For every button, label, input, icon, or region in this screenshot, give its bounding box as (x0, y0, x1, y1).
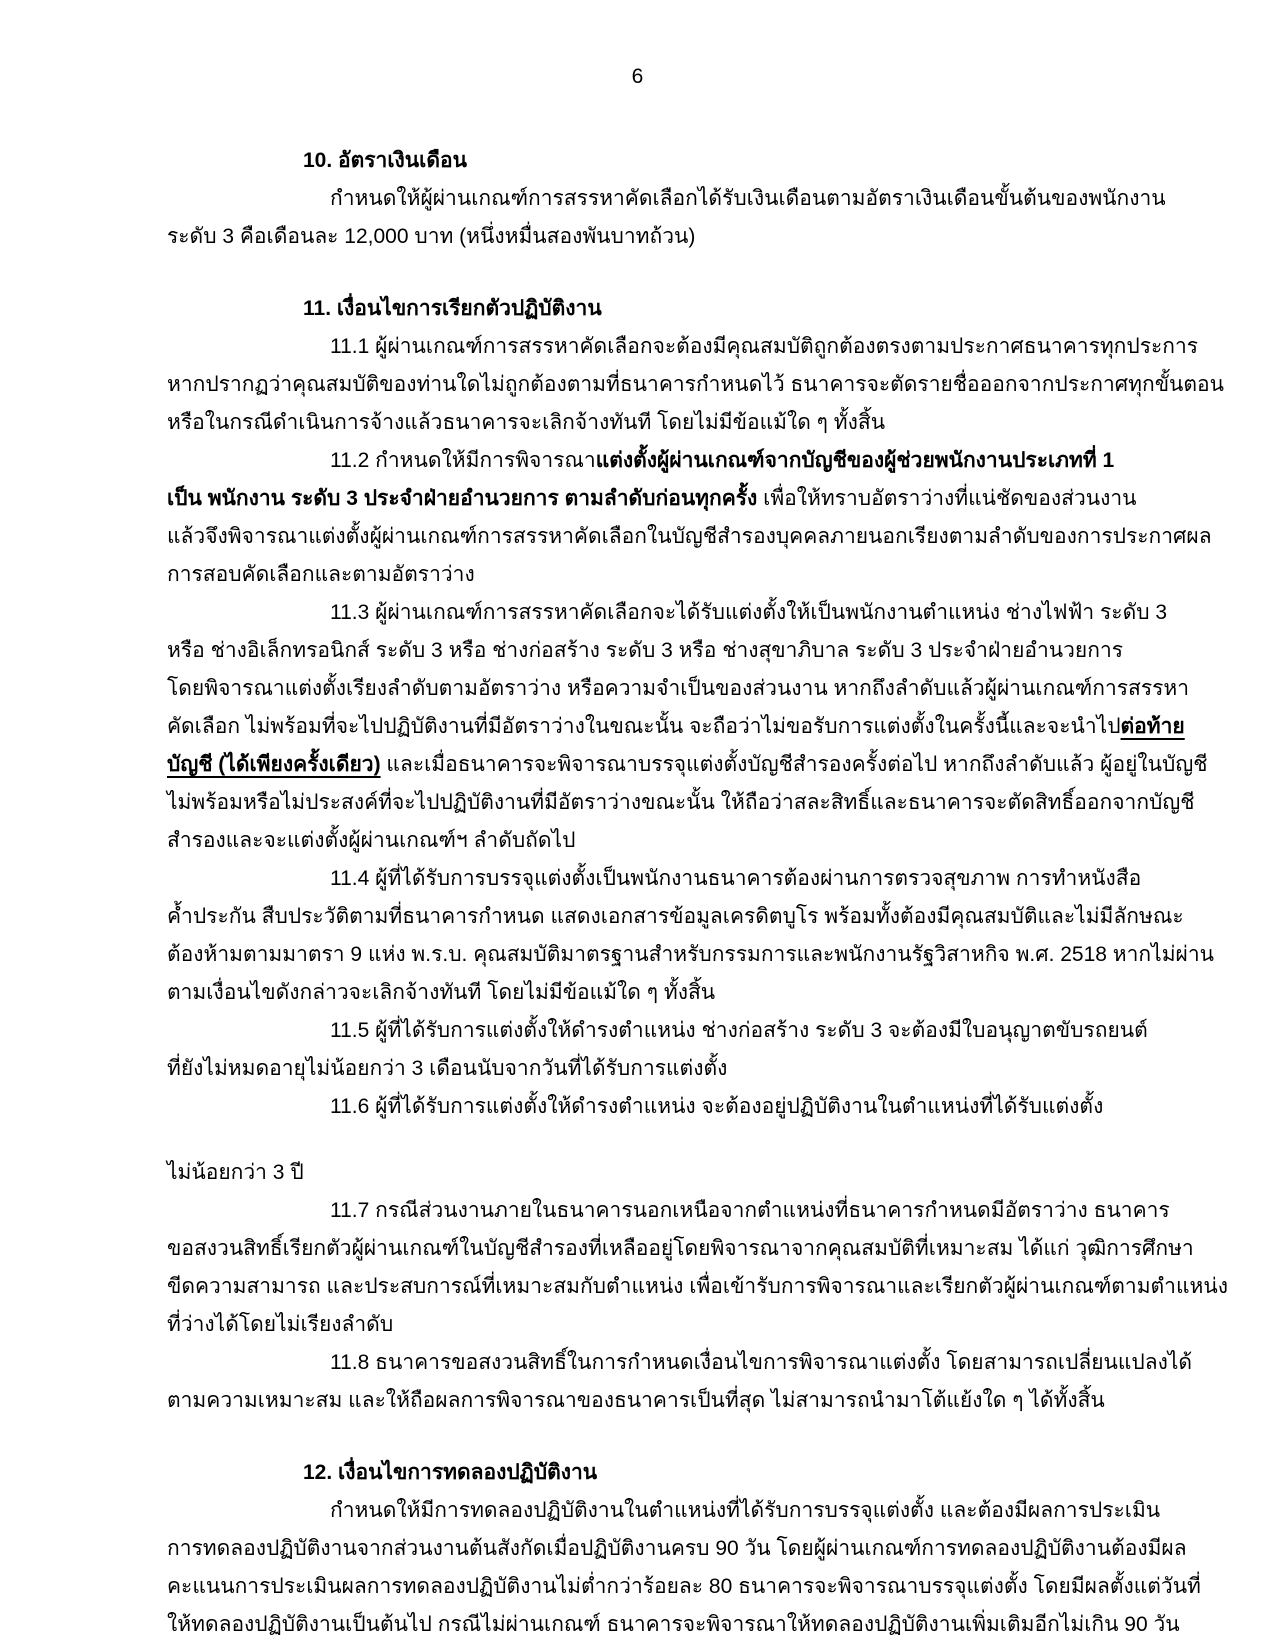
text-line (167, 328, 1199, 366)
text-line (167, 1268, 1228, 1306)
paragraph (167, 180, 1165, 256)
text-line (167, 180, 1165, 218)
text-line (303, 1454, 1165, 1492)
body-text: 11.4 ผู้ที่ได้รับการบรรจุแต่งตั้งเป็นพนักงานธนาคารต้องผ่านการตรวจสุขภาพ การทำหนังสือ (330, 867, 1142, 890)
body-text: 11.6 ผู้ที่ได้รับการแต่งตั้งให้ดำรงตำแหน่ง จะต้องอยู่ปฏิบัติงานในตำแหน่งที่ได้รับแต่งตั้ง (330, 1095, 1104, 1118)
text-line (167, 556, 1165, 594)
text-line (167, 1382, 1165, 1420)
text-line (167, 1344, 1193, 1382)
text-line (167, 1492, 1165, 1530)
text-line (167, 670, 1190, 708)
text-line (167, 1050, 1165, 1088)
body-text: การทดลองปฏิบัติงานจากส่วนงานต้นสังกัดเมื่อปฏิบัติงานครบ 90 วัน โดยผู้ผ่านเกณฑ์การทดลองปฏิบัติงานต้องมีผล (167, 1537, 1187, 1560)
text-line (167, 1530, 1187, 1568)
body-text: หรือในกรณีดำเนินการจ้างแล้วธนาคารจะเลิกจ้างทันที โดยไม่มีข้อแม้ใด ๆ ทั้งสิ้น (167, 411, 886, 434)
bold-text: 10. อัตราเงินเดือน (303, 149, 467, 172)
paragraph (167, 328, 1225, 442)
page-number: 6 (631, 65, 644, 88)
body-text: ตามเงื่อนไขดังกล่าวจะเลิกจ้างทันที โดยไม่มีข้อแม้ใด ๆ ทั้งสิ้น (167, 981, 716, 1004)
text-line (167, 708, 1185, 746)
body-text: สำรองและจะแต่งตั้งผู้ผ่านเกณฑ์ฯ ลำดับถัดไป (167, 829, 576, 852)
body-text: การสอบคัดเลือกและตามอัตราว่าง (167, 563, 475, 586)
body-text: โดยพิจารณาแต่งตั้งเรียงลำดับตามอัตราว่าง หรือความจำเป็นของส่วนงาน หากถึงลำดับแล้วผู้ผ่านเกณฑ์การสรรหา (167, 677, 1190, 700)
body-text: ไม่พร้อมหรือไม่ประสงค์ที่จะไปปฏิบัติงานที่มีอัตราว่างขณะนั้น ให้ถือว่าสละสิทธิ์และธนาคารจะตัดสิทธิ์ออกจากบัญชี (167, 791, 1195, 814)
text-line (167, 746, 1208, 784)
body-text: ให้ทดลองปฏิบัติงานเป็นต้นไป กรณีไม่ผ่านเกณฑ์ ธนาคารจะพิจารณาให้ทดลองปฏิบัติงานเพิ่มเติมอีกไม่เกิน 90 วัน (167, 1613, 1180, 1636)
body-text: กำหนดให้ผู้ผ่านเกณฑ์การสรรหาคัดเลือกได้รับเงินเดือนตามอัตราเงินเดือนขั้นต้นของพนักงาน (330, 187, 1166, 210)
body-text: หากปรากฏว่าคุณสมบัติของท่านใดไม่ถูกต้องตามที่ธนาคารกำหนดไว้ ธนาคารจะตัดรายชื่อออกจากประกาศทุกขั้นตอน (167, 373, 1225, 396)
text-line (167, 442, 1165, 480)
body-text: 11.5 ผู้ที่ได้รับการแต่งตั้งให้ดำรงตำแหน่ง ช่างก่อสร้าง ระดับ 3 จะต้องมีใบอนุญาตขับรถยนต์ (330, 1019, 1148, 1042)
body-text: เพื่อให้ทราบอัตราว่างที่แน่ชัดของส่วนงาน (757, 487, 1137, 510)
document-body (167, 142, 1228, 1644)
text-line (167, 1230, 1194, 1268)
body-text: คัดเลือก ไม่พร้อมที่จะไปปฏิบัติงานที่มีอัตราว่างในขณะนั้น จะถือว่าไม่ขอรับการแต่งตั้งในครั้งนี้และจะนำไป (167, 715, 1121, 738)
text-line (167, 404, 1165, 442)
body-text: แล้วจึงพิจารณาแต่งตั้งผู้ผ่านเกณฑ์การสรรหาคัดเลือกในบัญชีสำรองบุคคลภายนอกเรียงตามลำดับของการประกาศผล (167, 525, 1212, 548)
paragraph (167, 1492, 1201, 1644)
text-line (167, 860, 1165, 898)
paragraph (167, 1344, 1193, 1420)
paragraph (167, 442, 1212, 594)
text-line (167, 1306, 1165, 1344)
text-line (167, 898, 1184, 936)
emphasized-underlined-text: ต่อท้าย (1120, 715, 1185, 738)
body-text: ขอสงวนสิทธิ์เรียกตัวผู้ผ่านเกณฑ์ในบัญชีสำรองที่เหลืออยู่โดยพิจารณาจากคุณสมบัติที่เหมาะสม ได้แก่ วุฒิการศึกษา (167, 1237, 1194, 1260)
body-text: คะแนนการประเมินผลการทดลองปฏิบัติงานไม่ต่ำกว่าร้อยละ 80 ธนาคารจะพิจารณาบรรจุแต่งตั้ง โดยมีผลตั้งแต่วันที่ (167, 1575, 1201, 1598)
paragraph (167, 1012, 1165, 1088)
emphasized-underlined-text: บัญชี (ได้เพียงครั้งเดียว) (167, 753, 381, 776)
paragraph (167, 860, 1215, 1012)
body-text: 11.2 กำหนดให้มีการพิจารณา (330, 449, 596, 472)
text-line (167, 974, 1165, 1012)
text-line (167, 1088, 1165, 1126)
body-text: ค้ำประกัน สืบประวัติตามที่ธนาคารกำหนด แสดงเอกสารข้อมูลเครดิตบูโร พร้อมทั้งต้องมีคุณสมบัติและไม่มีลักษณะ (167, 905, 1184, 928)
text-line (167, 1606, 1180, 1644)
text-line (167, 1568, 1201, 1606)
body-text: หรือ ช่างอิเล็กทรอนิกส์ ระดับ 3 หรือ ช่างก่อสร้าง ระดับ 3 หรือ ช่างสุขาภิบาล ระดับ 3 ประจำฝ่ายอำนวยการ (167, 639, 1124, 662)
bold-text: เป็น พนักงาน ระดับ 3 ประจำฝ่ายอำนวยการ ตามลำดับก่อนทุกครั้ง (167, 487, 758, 510)
text-line (167, 1012, 1165, 1050)
paragraph (167, 1088, 1165, 1192)
section-heading (303, 1454, 1165, 1492)
body-text: และเมื่อธนาคารจะพิจารณาบรรจุแต่งตั้งบัญชีสำรองครั้งต่อไป หากถึงลำดับแล้ว ผู้อยู่ในบัญชี (380, 753, 1208, 776)
text-line (167, 366, 1225, 404)
text-line (167, 632, 1165, 670)
text-line (167, 518, 1212, 556)
body-text: 11.1 ผู้ผ่านเกณฑ์การสรรหาคัดเลือกจะต้องมีคุณสมบัติถูกต้องตรงตามประกาศธนาคารทุกประการ (330, 335, 1199, 358)
text-line (167, 594, 1168, 632)
body-text: กำหนดให้มีการทดลองปฏิบัติงานในตำแหน่งที่ได้รับการบรรจุแต่งตั้ง และต้องมีผลการประเมิน (330, 1499, 1161, 1522)
body-text: 11.3 ผู้ผ่านเกณฑ์การสรรหาคัดเลือกจะได้รับแต่งตั้งให้เป็นพนักงานตำแหน่ง ช่างไฟฟ้า ระดับ 3 (330, 601, 1168, 624)
body-text: ระดับ 3 คือเดือนละ 12,000 บาท (หนึ่งหมื่นสองพันบาทถ้วน) (167, 225, 696, 248)
text-line (303, 290, 1165, 328)
body-text: ไม่น้อยกว่า 3 ปี (167, 1161, 304, 1184)
body-text: ตามความเหมาะสม และให้ถือผลการพิจารณาของธนาคารเป็นที่สุด ไม่สามารถนำมาโต้แย้งใด ๆ ได้ทั้งสิ้น (167, 1389, 1105, 1412)
section-heading (303, 290, 1165, 328)
bold-text: แต่งตั้งผู้ผ่านเกณฑ์จากบัญชีของผู้ช่วยพนักงานประเภทที่ 1 (595, 449, 1115, 472)
body-text: ต้องห้ามตามมาตรา 9 แห่ง พ.ร.บ. คุณสมบัติมาตรฐานสำหรับกรรมการและพนักงานรัฐวิสาหกิจ พ.ศ. 2518 หากไม่ผ่าน (167, 943, 1215, 966)
text-line (167, 936, 1215, 974)
text-line (167, 1192, 1170, 1230)
body-text: 11.8 ธนาคารขอสงวนสิทธิ์ในการกำหนดเงื่อนไขการพิจารณาแต่งตั้ง โดยสามารถเปลี่ยนแปลงได้ (330, 1351, 1193, 1374)
text-line (167, 1154, 1165, 1192)
text-line (167, 784, 1195, 822)
body-text: ขีดความสามารถ และประสบการณ์ที่เหมาะสมกับตำแหน่ง เพื่อเข้ารับการพิจารณาและเรียกตัวผู้ผ่านเกณฑ์ตามตำแหน่ง (167, 1275, 1228, 1298)
body-text: ที่ยังไม่หมดอายุไม่น้อยกว่า 3 เดือนนับจากวันที่ได้รับการแต่งตั้ง (167, 1057, 728, 1080)
bold-text: 12. เงื่อนไขการทดลองปฏิบัติงาน (303, 1461, 598, 1484)
body-text: ที่ว่างได้โดยไม่เรียงลำดับ (167, 1313, 394, 1336)
text-line (167, 480, 1165, 518)
body-text: 11.7 กรณีส่วนงานภายในธนาคารนอกเหนือจากตำแหน่งที่ธนาคารกำหนดมีอัตราว่าง ธนาคาร (330, 1199, 1170, 1222)
text-line (167, 822, 1165, 860)
text-line (167, 218, 1165, 256)
paragraph (167, 594, 1208, 860)
bold-text: 11. เงื่อนไขการเรียกตัวปฏิบัติงาน (303, 297, 602, 320)
section-heading (303, 142, 1165, 180)
text-line (303, 142, 1165, 180)
paragraph (167, 1192, 1228, 1344)
